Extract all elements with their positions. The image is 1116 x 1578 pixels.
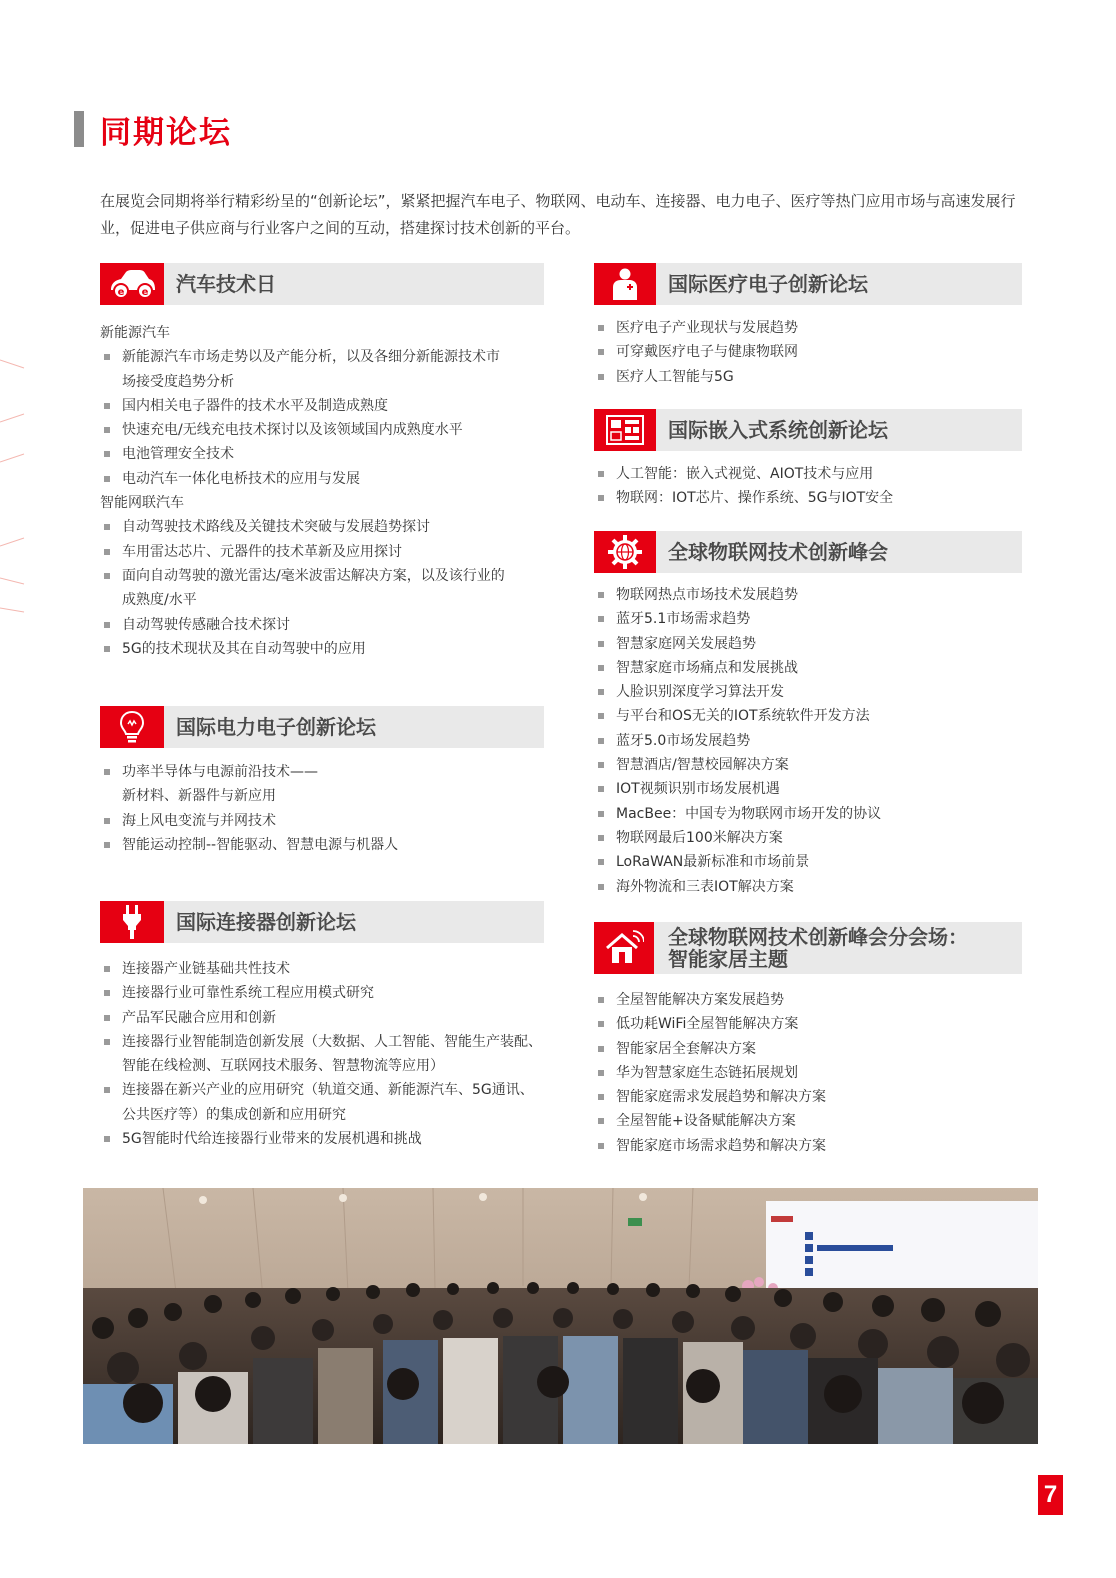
list-item: IOT视频识别市场发展机遇: [594, 777, 1022, 801]
list-item: 公共医疗等）的集成创新和应用研究: [122, 1106, 346, 1123]
intro-paragraph: 在展览会同期将举行精彩纷呈的“创新论坛”，紧紧把握汽车电子、物联网、电动车、连接器、电力电子、医疗等热门应用市场与高速发展行业，促进电子供应商与行业客户之间的互动，搭建探讨技术创新的平台。: [100, 192, 1016, 237]
list-item: 智能在线检测、互联网技术服务、智慧物流等应用）: [122, 1058, 444, 1075]
list-item: 新材料、新器件与新应用: [122, 788, 276, 805]
list-item: 海外物流和三表IOT解决方案: [594, 875, 1022, 899]
item-list: [100, 957, 544, 1151]
section-title: 国际医疗电子创新论坛: [668, 272, 868, 296]
list-item: 电动汽车一体化电桥技术的应用与发展: [100, 467, 544, 491]
list-item: 智能家庭需求发展趋势和解决方案: [594, 1085, 1022, 1109]
item-list: [594, 583, 1022, 899]
list-item: 物联网热点市场技术发展趋势: [594, 583, 1022, 607]
circuit-board-icon: [594, 409, 656, 451]
page-title: 同期论坛: [100, 114, 232, 151]
svg-text:e: e: [117, 287, 125, 298]
subgroup-title: 智能网联汽车: [100, 495, 184, 512]
plug-icon: [100, 901, 164, 943]
list-item: 快速充电/无线充电技术探讨以及该领域国内成熟度水平: [100, 418, 544, 442]
item-list: [594, 462, 1022, 511]
section-iot: [594, 531, 1022, 899]
list-item: 人工智能：嵌入式视觉、AIOT技术与应用: [594, 462, 1022, 486]
list-item: 连接器行业智能制造创新发展（大数据、人工智能、智能生产装配、: [100, 1030, 544, 1054]
list-item: 与平台和OS无关的IOT系统软件开发方法: [594, 704, 1022, 728]
conference-photo: [83, 1188, 1038, 1444]
list-item: 国内相关电子器件的技术水平及制造成熟度: [100, 394, 544, 418]
section-title-line2: 智能家居主题: [668, 947, 788, 971]
medical-person-icon: [594, 263, 656, 305]
section-medical: [594, 263, 1022, 389]
page-number: 7: [1038, 1475, 1063, 1515]
list-item: 5G的技术现状及其在自动驾驶中的应用: [100, 637, 544, 661]
section-title: 汽车技术日: [176, 272, 276, 296]
item-list: [594, 988, 1022, 1158]
section-header: [100, 901, 544, 943]
list-item: MacBee：中国专为物联网市场开发的协议: [594, 802, 1022, 826]
section-title: [654, 926, 968, 970]
list-item: 物联网最后100米解决方案: [594, 826, 1022, 850]
list-item: 智慧家庭市场痛点和发展挑战: [594, 656, 1022, 680]
list-item: 产品军民融合应用和创新: [100, 1006, 544, 1030]
section-title-line1: 全球物联网技术创新峰会分会场：: [668, 925, 968, 949]
subgroup-title: 新能源汽车: [100, 325, 170, 341]
list-item: 场接受度趋势分析: [122, 373, 234, 390]
list-item: 自动驾驶传感融合技术探讨: [100, 613, 544, 637]
list-item: 自动驾驶技术路线及关键技术突破与发展趋势探讨: [100, 515, 544, 539]
list-item: 连接器行业可靠性系统工程应用模式研究: [100, 981, 544, 1005]
section-auto: [100, 263, 544, 661]
section-power: [100, 706, 544, 857]
list-item: 新能源汽车市场走势以及产能分析，以及各细分新能源技术市: [100, 345, 544, 369]
list-item: 海上风电变流与并网技术: [100, 809, 544, 833]
section-title: 全球物联网技术创新峰会: [668, 540, 888, 564]
section-header: [594, 531, 1022, 573]
list-item: 连接器在新兴产业的应用研究（轨道交通、新能源汽车、5G通讯、: [100, 1078, 544, 1102]
list-item: 全屋智能解决方案发展趋势: [594, 988, 1022, 1012]
list-item: 连接器产业链基础共性技术: [100, 957, 544, 981]
list-item: 蓝牙5.1市场需求趋势: [594, 607, 1022, 631]
list-item: 人脸识别深度学习算法开发: [594, 680, 1022, 704]
list-item: 车用雷达芯片、元器件的技术革新及应用探讨: [100, 540, 544, 564]
list-item: 成熟度/水平: [122, 592, 197, 609]
list-item: 低功耗WiFi全屋智能解决方案: [594, 1012, 1022, 1036]
list-item: 智能家庭市场需求趋势和解决方案: [594, 1134, 1022, 1158]
list-item: 智慧酒店/智慧校园解决方案: [594, 753, 1022, 777]
section-header: [594, 263, 1022, 305]
list-item: LoRaWAN最新标准和市场前景: [594, 850, 1022, 874]
list-item: 全屋智能+设备赋能解决方案: [594, 1109, 1022, 1133]
list-item: 功率半导体与电源前沿技术——: [100, 760, 544, 784]
section-title: 国际嵌入式系统创新论坛: [668, 418, 888, 442]
section-header: [594, 922, 1022, 974]
item-list: [594, 316, 1022, 389]
page-header: [74, 110, 232, 151]
item-list: [100, 760, 544, 857]
svg-text:e: e: [141, 287, 149, 298]
list-item: 5G智能时代给连接器行业带来的发展机遇和挑战: [100, 1127, 544, 1151]
section-title: 国际连接器创新论坛: [176, 910, 356, 934]
list-item: 电池管理安全技术: [100, 442, 544, 466]
list-item: 医疗电子产业现状与发展趋势: [594, 316, 1022, 340]
section-smarthome: [594, 922, 1022, 1158]
globe-gear-icon: [594, 531, 656, 573]
list-item: 面向自动驾驶的激光雷达/毫米波雷达解决方案，以及该行业的: [100, 564, 544, 588]
section-header: [100, 706, 544, 748]
title-bar: [74, 111, 84, 147]
list-item: 智能家居全套解决方案: [594, 1037, 1022, 1061]
section-embedded: [594, 409, 1022, 511]
list-item: 智慧家庭网关发展趋势: [594, 632, 1022, 656]
section-header: [594, 409, 1022, 451]
list-item: 可穿戴医疗电子与健康物联网: [594, 340, 1022, 364]
decorative-lines: [0, 350, 30, 630]
item-list: [100, 321, 544, 661]
lightbulb-icon: [100, 706, 164, 748]
list-item: 物联网：IOT芯片、操作系统、5G与IOT安全: [594, 486, 1022, 510]
section-title: 国际电力电子创新论坛: [176, 715, 376, 739]
smart-home-icon: [594, 922, 654, 974]
list-item: 蓝牙5.0市场发展趋势: [594, 729, 1022, 753]
list-item: 智能运动控制--智能驱动、智慧电源与机器人: [100, 833, 544, 857]
car-icon: [100, 263, 164, 305]
section-header: [100, 263, 544, 305]
list-item: 医疗人工智能与5G: [594, 365, 1022, 389]
list-item: 华为智慧家庭生态链拓展规划: [594, 1061, 1022, 1085]
section-connector: [100, 901, 544, 1151]
